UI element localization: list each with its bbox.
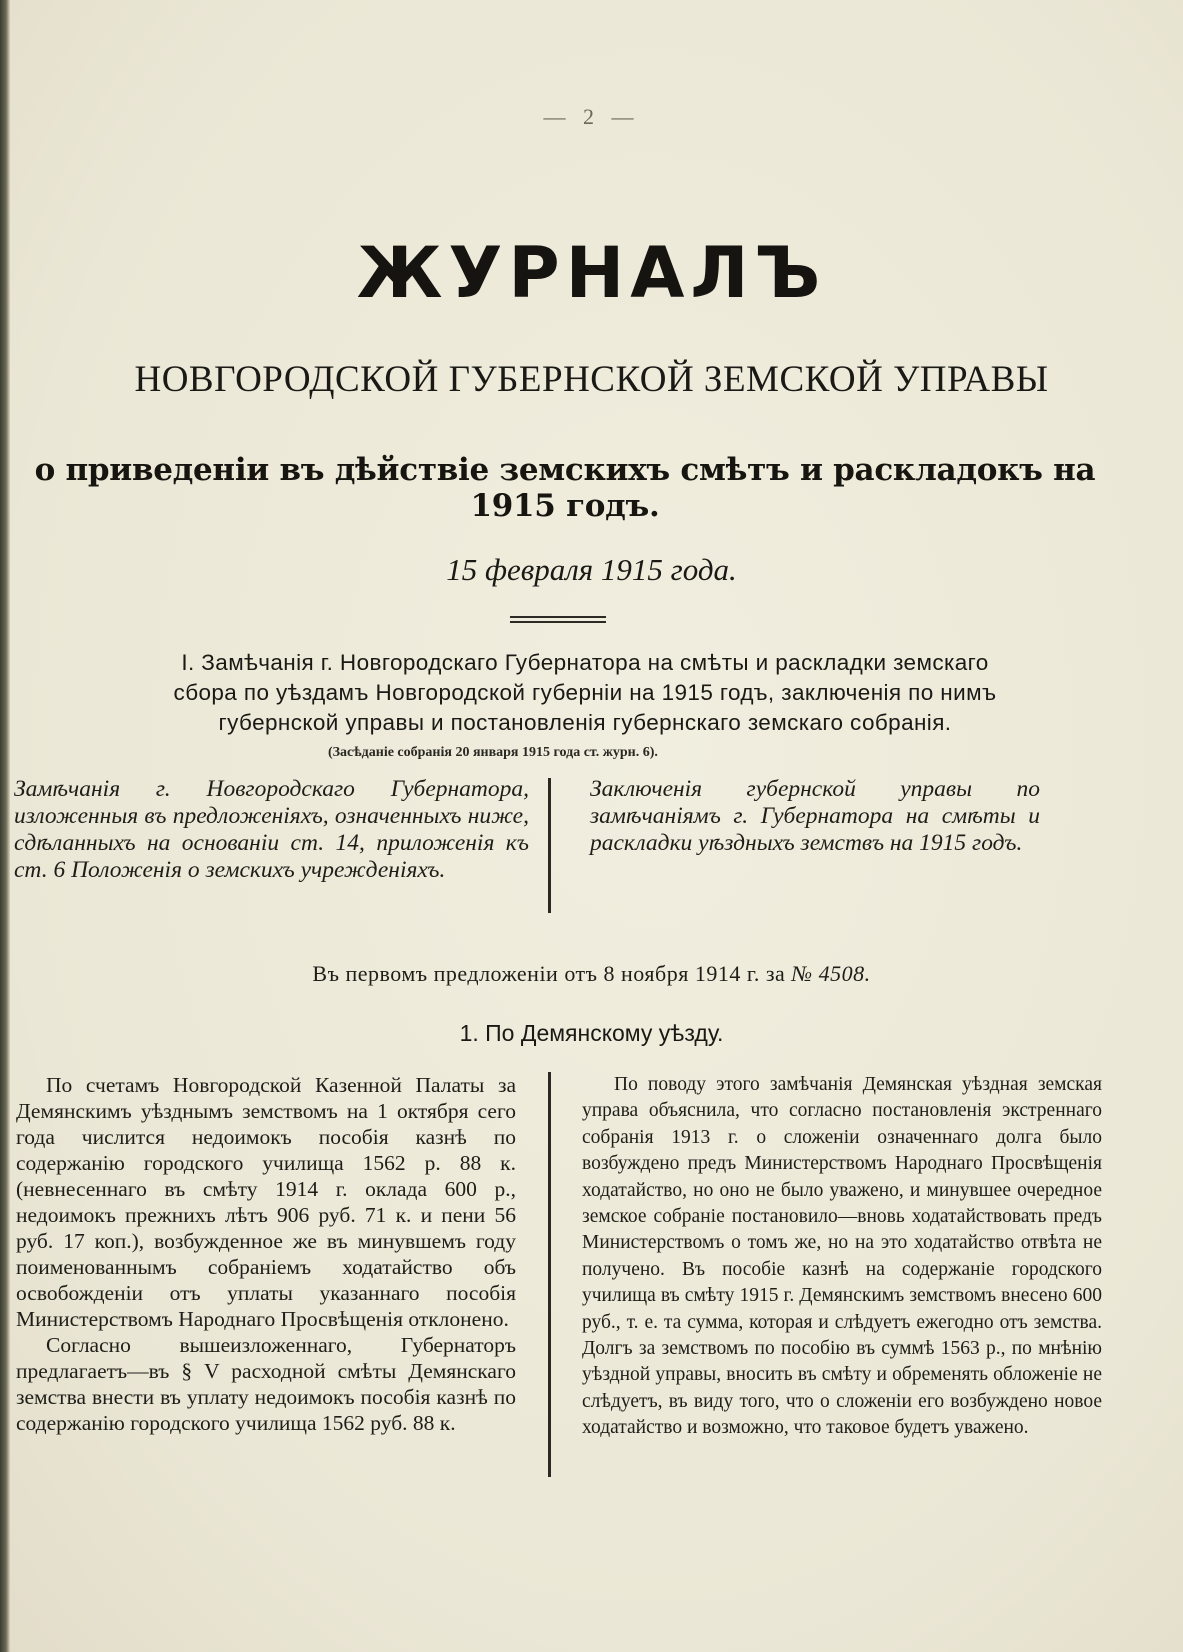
- left-column-header-text: Замѣчанія г. Новгородскаго Губернатора, изложенныя въ предложеніяхъ, означенныхъ ниже, сдѣланныхъ на основаніи ст. 14, приложенія къ ст. 6 Положенія о земскихъ учрежденіяхъ.: [14, 776, 529, 883]
- left-column-text: [16, 1072, 516, 1436]
- section-heading: [40, 648, 1130, 738]
- journal-date: 15 февраля 1915 года.: [446, 552, 737, 587]
- left-column-header: [14, 776, 529, 884]
- session-note: (Засѣданіе собранія 20 января 1915 года ст. журн. 6).: [328, 745, 658, 760]
- proposal-line: [0, 961, 1183, 987]
- section-heading-line: I. Замѣчанія г. Новгородскаго Губернатора на смѣты и раскладки земскаго: [181, 650, 989, 675]
- title-divider-bottom: [510, 621, 606, 623]
- title-divider-top: [510, 616, 606, 618]
- page-number: — 2 —: [543, 104, 640, 129]
- journal-subject: о приведеніи въ дѣйствіе земскихъ смѣтъ и раскладокъ на 1915 годъ.: [34, 452, 1096, 524]
- journal-subtitle: НОВГОРОДСКОЙ ГУБЕРНСКОЙ ЗЕМСКОЙ УПРАВЫ: [134, 359, 1049, 400]
- section-heading-line: сбора по уѣздамъ Новгородской губерніи на 1915 годъ, заключенія по нимъ: [173, 680, 997, 705]
- column-divider-header: [548, 778, 551, 913]
- journal-title: ЖУРНАЛЪ: [356, 232, 827, 314]
- right-column-text: [582, 1072, 1102, 1442]
- right-column-header: [590, 776, 1040, 857]
- section-heading-line: губернской управы и постановленія губернскаго земскаго собранія.: [218, 710, 952, 735]
- column-divider-body: [548, 1072, 551, 1477]
- proposal-text: Въ первомъ предложеніи отъ 8 ноября 1914 г. за: [312, 961, 786, 986]
- proposal-number: № 4508.: [791, 961, 871, 986]
- left-column-paragraph: Согласно вышеизложеннаго, Губернаторъ предлагаетъ—въ § V расходной смѣты Демянскаго земства внести въ уплату недоимокъ пособія казнѣ по содержанію городского училища 1562 руб. 88 к.: [16, 1333, 516, 1435]
- right-column-paragraph: По поводу этого замѣчанія Демянская уѣздная земская управа объяснила, что согласно постановленія экстреннаго собранія 1913 г. о сложеніи означеннаго долга было возбуждено предъ Министерствомъ Народнаго Просвѣщенія ходатайство, но оно не было уважено, и минувшее очередное земское собраніе постановило—вновь ходатайствовать предъ Министерствомъ о томъ же, но на это ходатайство отвѣта не получено. Въ пособіе казнѣ на содержаніе городского училища въ смѣту 1915 г. Демянскимъ земствомъ внесено 600 руб., т. е. та сумма, которая и слѣдуетъ ежегодно отъ земства. Долгъ за земствомъ по пособію въ суммѣ 1563 р., по мнѣнію уѣздной управы, вносить въ смѣту и обременять обложеніе не слѣдуетъ, въ виду того, что о сложеніи его возбуждено новое ходатайство и возможно, что таковое будетъ уважено.: [582, 1074, 1102, 1439]
- district-heading: 1. По Демянскому уѣзду.: [459, 1020, 724, 1046]
- left-column-paragraph: По счетамъ Новгородской Казенной Палаты за Демянскимъ уѣзднымъ земствомъ на 1 октября сего года числится недоимокъ пособія казнѣ по содержанію городского училища 1562 р. 88 к. (невнесеннаго въ смѣту 1914 г. оклада 600 р., недоимокъ прежнихъ лѣтъ 906 руб. 71 к. и пени 56 руб. 17 коп.), возбужденное же въ минувшемъ году поименованнымъ собраніемъ ходатайство объ освобожденіи отъ уплаты указаннаго пособія Министерствомъ Народнаго Просвѣщенія отклонено.: [16, 1073, 516, 1331]
- right-column-header-text: Заключенія губернской управы по замѣчаніямъ г. Губернатора на смѣты и раскладки уѣздныхъ земствъ на 1915 годъ.: [590, 776, 1040, 856]
